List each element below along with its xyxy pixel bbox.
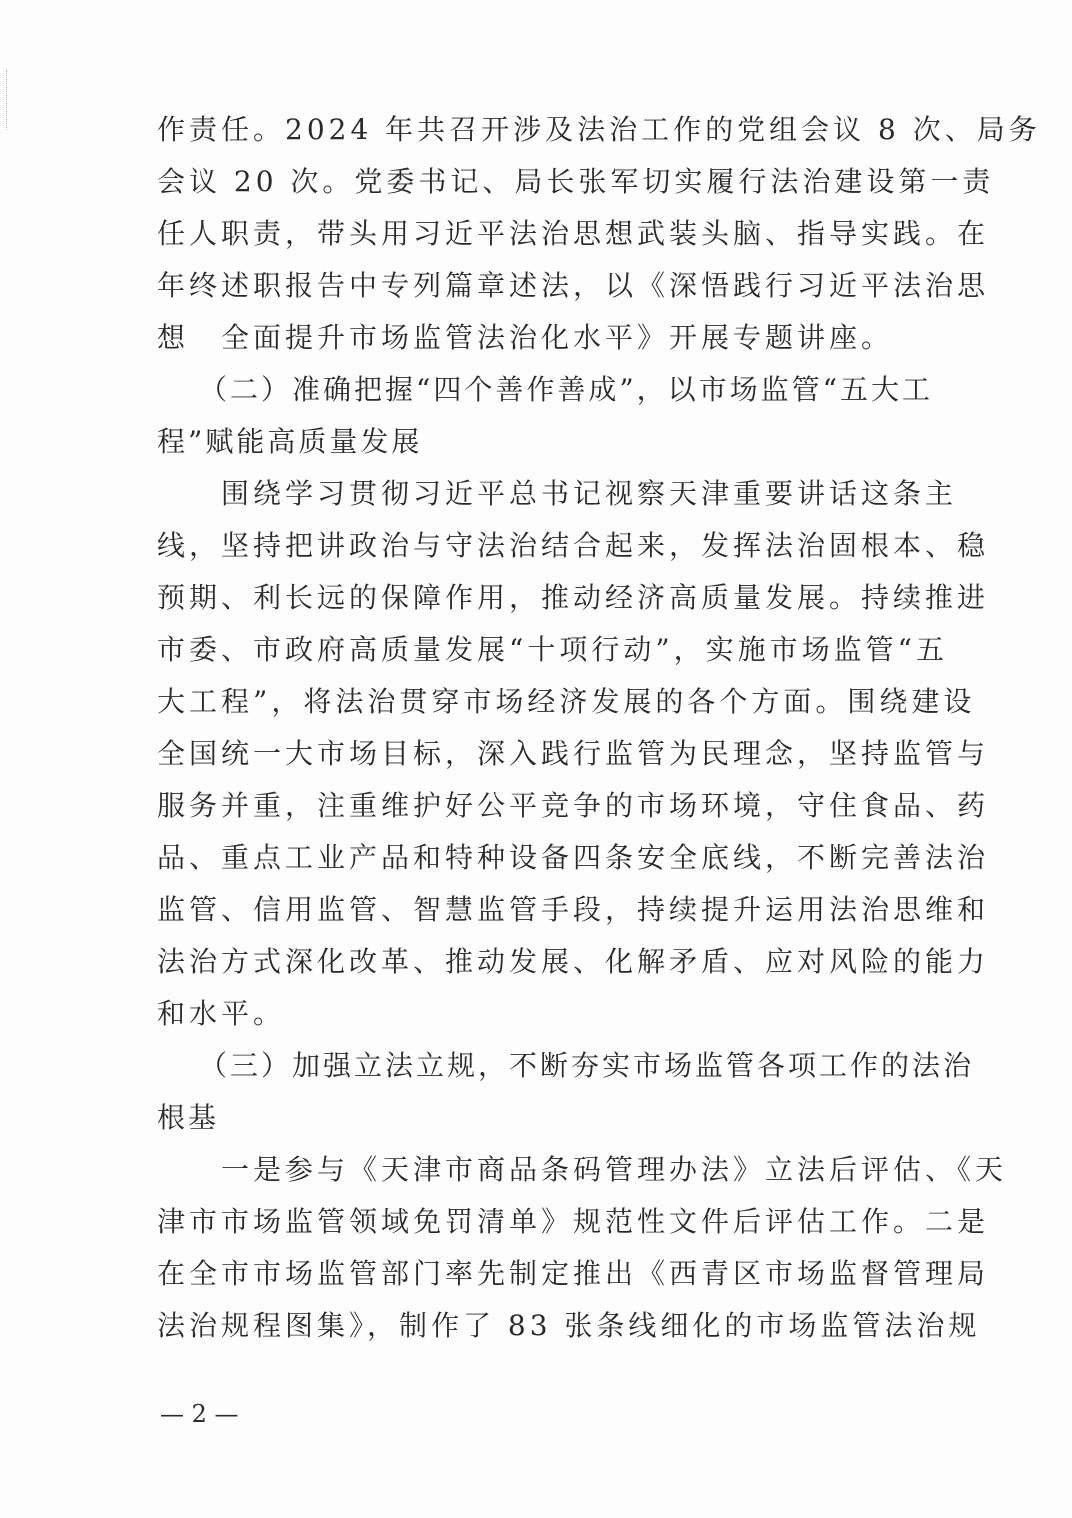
text-line-23: 在全市市场监管部门率先制定推出《西青区市场监督管理局 [157,1257,990,1290]
text-line-11: 市委、市政府高质量发展“十项行动”，实施市场监管“五 [157,633,948,666]
text-line-16: 监管、信用监管、智慧监管手段，持续提升运用法治思维和 [157,893,990,926]
scan-edge-marks [6,70,10,130]
text-line-4: 年终述职报告中专列篇章述法，以《深悟践行习近平法治思 [157,269,990,302]
document-body [157,104,1041,1352]
text-line-1: 作责任。2024 年共召开涉及法治工作的党组会议 8 次、局务 [157,113,1041,146]
text-line-9: 线，坚持把讲政治与守法治结合起来，发挥法治固根本、稳 [157,529,990,562]
text-line-24: 法治规程图集》，制作了 83 张条线细化的市场监管法治规 [157,1309,981,1342]
text-line-8: 围绕学习贯彻习近平总书记视察天津重要讲话这条主 [157,477,958,510]
text-line-15: 品、重点工业产品和特种设备四条安全底线，不断完善法治 [157,841,990,874]
text-line-22: 津市市场监管领域免罚清单》规范性文件后评估工作。二是 [157,1205,990,1238]
text-line-2: 会议 20 次。党委书记、局长张军切实履行法治建设第一责 [157,165,995,198]
text-line-12: 大工程”，将法治贯穿市场经济发展的各个方面。围绕建设 [157,685,976,718]
section-heading-2-cont: 程”赋能高质量发展 [157,425,423,458]
section-heading-2: （二）准确把握“四个善作善成”，以市场监管“五大工 [199,373,933,406]
text-line-13: 全国统一大市场目标，深入践行监管为民理念，坚持监管与 [157,737,990,770]
section-heading-3-cont: 根基 [157,1101,220,1134]
text-line-3: 任人职责，带头用习近平法治思想武装头脑、指导实践。在 [157,217,990,250]
text-line-21: 一是参与《天津市商品条码管理办法》立法后评估、《天 [157,1153,1008,1186]
text-line-10: 预期、利长远的保障作用，推动经济高质量发展。持续推进 [157,581,990,614]
text-line-5: 想 全面提升市场监管法治化水平》开展专题讲座。 [157,321,894,354]
text-line-18: 和水平。 [157,997,286,1030]
text-line-17: 法治方式深化改革、推动发展、化解矛盾、应对风险的能力 [157,945,990,978]
section-heading-3: （三）加强立法立规，不断夯实市场监管各项工作的法治 [199,1049,975,1082]
page-number: — 2 — [160,1400,239,1428]
text-line-14: 服务并重，注重维护好公平竞争的市场环境，守住食品、药 [157,789,990,822]
